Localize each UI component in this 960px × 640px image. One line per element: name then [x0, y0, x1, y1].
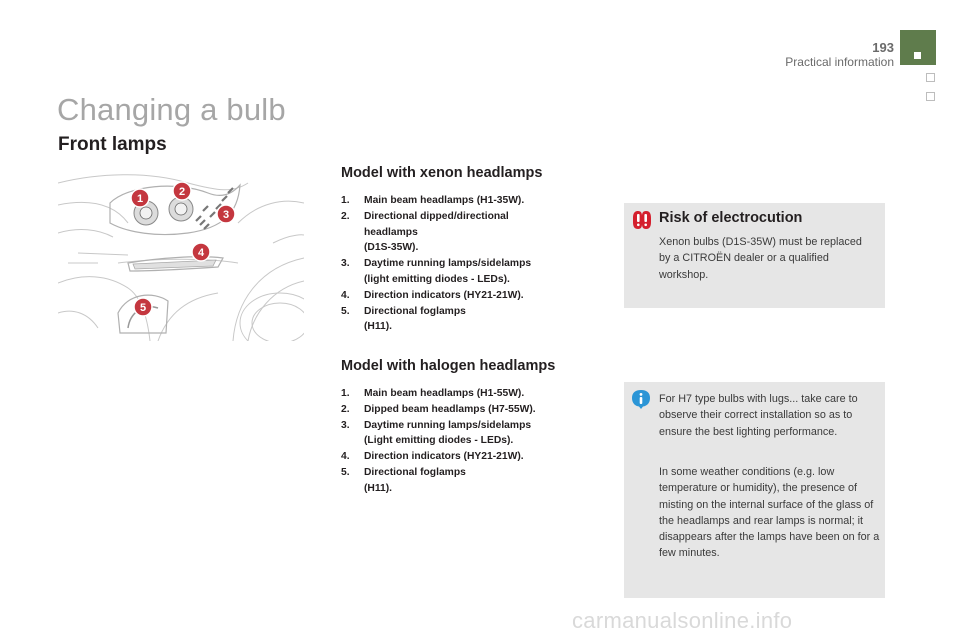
info-text-bulb-installation: For H7 type bulbs with lugs... take care to observe their correct installation so as to ensure the best lighting performance. [659, 393, 858, 438]
halogen-bulb-list [341, 386, 591, 497]
front-lamps-illustration [58, 163, 304, 341]
info-icon [631, 389, 651, 409]
list-item: 4. Direction indicators (HY21-21W). [341, 451, 524, 463]
callout-2 [173, 182, 191, 200]
halogen-section [341, 358, 591, 497]
xenon-heading: Model with xenon headlamps [341, 165, 543, 181]
list-item: 2. Dipped beam headlamps (H7-55W). [341, 403, 536, 415]
warning-text: Xenon bulbs (D1S-35W) must be replaced by a CITROËN dealer or a qualified workshop. [659, 236, 862, 281]
list-item: 5. Directional foglamps (H11). [341, 305, 466, 333]
svg-text:3: 3 [222, 209, 230, 221]
callout-1 [131, 189, 149, 207]
xenon-bulb-list [341, 193, 591, 335]
callout-5 [134, 298, 152, 316]
svg-text:4: 4 [197, 247, 205, 259]
callout-4 [192, 243, 210, 261]
list-item: 2. Directional dipped/directional headlamps (D1S-35W). [341, 210, 509, 254]
svg-text:5: 5 [139, 302, 147, 314]
list-item: 4. Direction indicators (HY21-21W). [341, 289, 524, 301]
watermark: carmanualsonline.info [572, 608, 793, 633]
list-item: 1. Main beam headlamps (H1-55W). [341, 388, 525, 399]
callout-3 [217, 205, 235, 223]
info-text-misting: In some weather conditions (e.g. low temperature or humidity), the presence of misting on the internal surface of the glass of the headlamps and rear lamps is normal; it disappears after the lamps have been on for a few minutes. [659, 466, 880, 560]
page-title: Changing a bulb [57, 92, 286, 127]
page-number: 193 [872, 40, 894, 55]
tab-box-empty [926, 73, 935, 82]
list-item: 3. Daytime running lamps/sidelamps (light emitting diodes - LEDs). [341, 258, 532, 285]
info-box [624, 382, 885, 598]
halogen-heading: Model with halogen headlamps [341, 358, 556, 374]
svg-text:2: 2 [178, 186, 186, 198]
tab-dot [914, 52, 921, 59]
warning-box [624, 203, 885, 308]
list-item: 3. Daytime running lamps/sidelamps (Light emitting diodes - LEDs). [341, 419, 532, 447]
section-name: Practical information [785, 55, 894, 69]
list-item: 1. Main beam headlamps (H1-35W). [341, 195, 525, 206]
list-item: 5. Directional foglamps (H11). [341, 466, 466, 494]
warning-icon [632, 210, 652, 230]
section-tab-marker [900, 30, 936, 65]
svg-text:1: 1 [136, 193, 144, 205]
section-subtitle: Front lamps [58, 134, 167, 155]
warning-heading: Risk of electrocution [659, 210, 803, 226]
tab-box-empty [926, 92, 935, 101]
xenon-section [341, 165, 591, 335]
